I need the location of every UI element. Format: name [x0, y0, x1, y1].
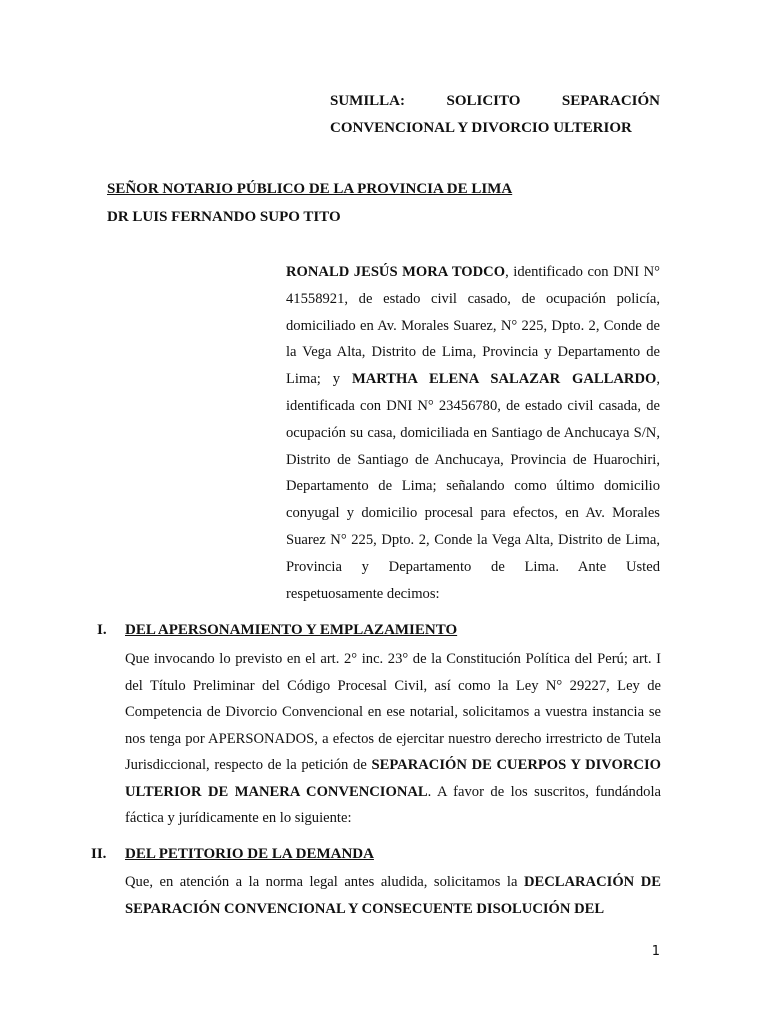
section-2-text: Que, en atención a la norma legal antes aludida, solicitamos la — [125, 874, 524, 890]
section-1-text-end: . A favor de los suscritos, fundándola fáctica y jurídicamente en lo siguiente: — [125, 783, 661, 826]
sumilla-block — [330, 88, 660, 142]
applicant-2-details: , identificada con DNI N° 23456780, de estado civil casada, de ocupación su casa, domiciliada en Santiago de Anchucaya S/N, Distrito de Santiago de Anchucaya, Provincia de Huarochiri, Departamento de Lima; señalando como último domicilio conyugal y domicilio procesal para efectos, en Av. Morales Suarez N° 225, Dpto. 2, Conde la Vega Alta, Distrito de Lima, Provincia y Departamento de Lima. Ante Usted respetuosamente decimos: — [286, 371, 660, 602]
section-1-paragraph — [125, 646, 661, 832]
section-2-number: II. — [91, 846, 107, 862]
sumilla-word-separacion: SEPARACIÓN — [561, 93, 660, 109]
section-2-bold: DECLARACIÓN DE SEPARACIÓN CONVENCIONAL Y CONSECUENTE DISOLUCIÓN DEL — [125, 874, 661, 917]
section-1-bold: SEPARACIÓN DE CUERPOS Y DIVORCIO ULTERIOR DE MANERA CONVENCIONAL — [125, 757, 661, 800]
applicant-1-name: RONALD JESÚS MORA TODCO — [286, 264, 506, 280]
section-1-text: Que invocando lo previsto en el art. 2° inc. 23° de la Constitución Política del Perú; art. I del Título Preliminar del Código Procesal Civil, así como la Ley N° 29227, Ley de Competencia de Divorcio Convencional en ese notarial, solicitamos a vuestra instancia se nos tenga por APERSONADOS, a efectos de ejercitar nuestro derecho irrestricto de Tutela Jurisdiccional, respecto de la petición de — [125, 651, 661, 773]
section-1-number: I. — [97, 622, 107, 638]
section-2-title: DEL PETITORIO DE LA DEMANDA — [125, 846, 374, 862]
salutation-notary: SEÑOR NOTARIO PÚBLICO DE LA PROVINCIA DE LIMA — [107, 181, 513, 197]
applicant-2-name: MARTHA ELENA SALAZAR GALLARDO — [351, 371, 657, 388]
section-1-title: DEL APERSONAMIENTO Y EMPLAZAMIENTO — [125, 622, 458, 638]
page-number: 1 — [651, 944, 660, 959]
sumilla-label: SUMILLA: — [330, 93, 406, 109]
sumilla-line-2: CONVENCIONAL Y DIVORCIO ULTERIOR — [330, 120, 632, 136]
section-2-paragraph — [125, 869, 661, 922]
applicant-1-details: , identificado con DNI N° 41558921, de estado civil casado, de ocupación policía, domiciliado en Av. Morales Suarez, N° 225, Dpto. 2, Conde de la Vega Alta, Distrito de Lima, Provincia y Departamento de Lima; y — [286, 264, 660, 388]
intro-paragraph — [286, 259, 660, 607]
sumilla-word-solicito: SOLICITO — [446, 93, 521, 109]
sumilla-line-1 — [330, 88, 660, 115]
salutation-name: DR LUIS FERNANDO SUPO TITO — [107, 209, 341, 225]
